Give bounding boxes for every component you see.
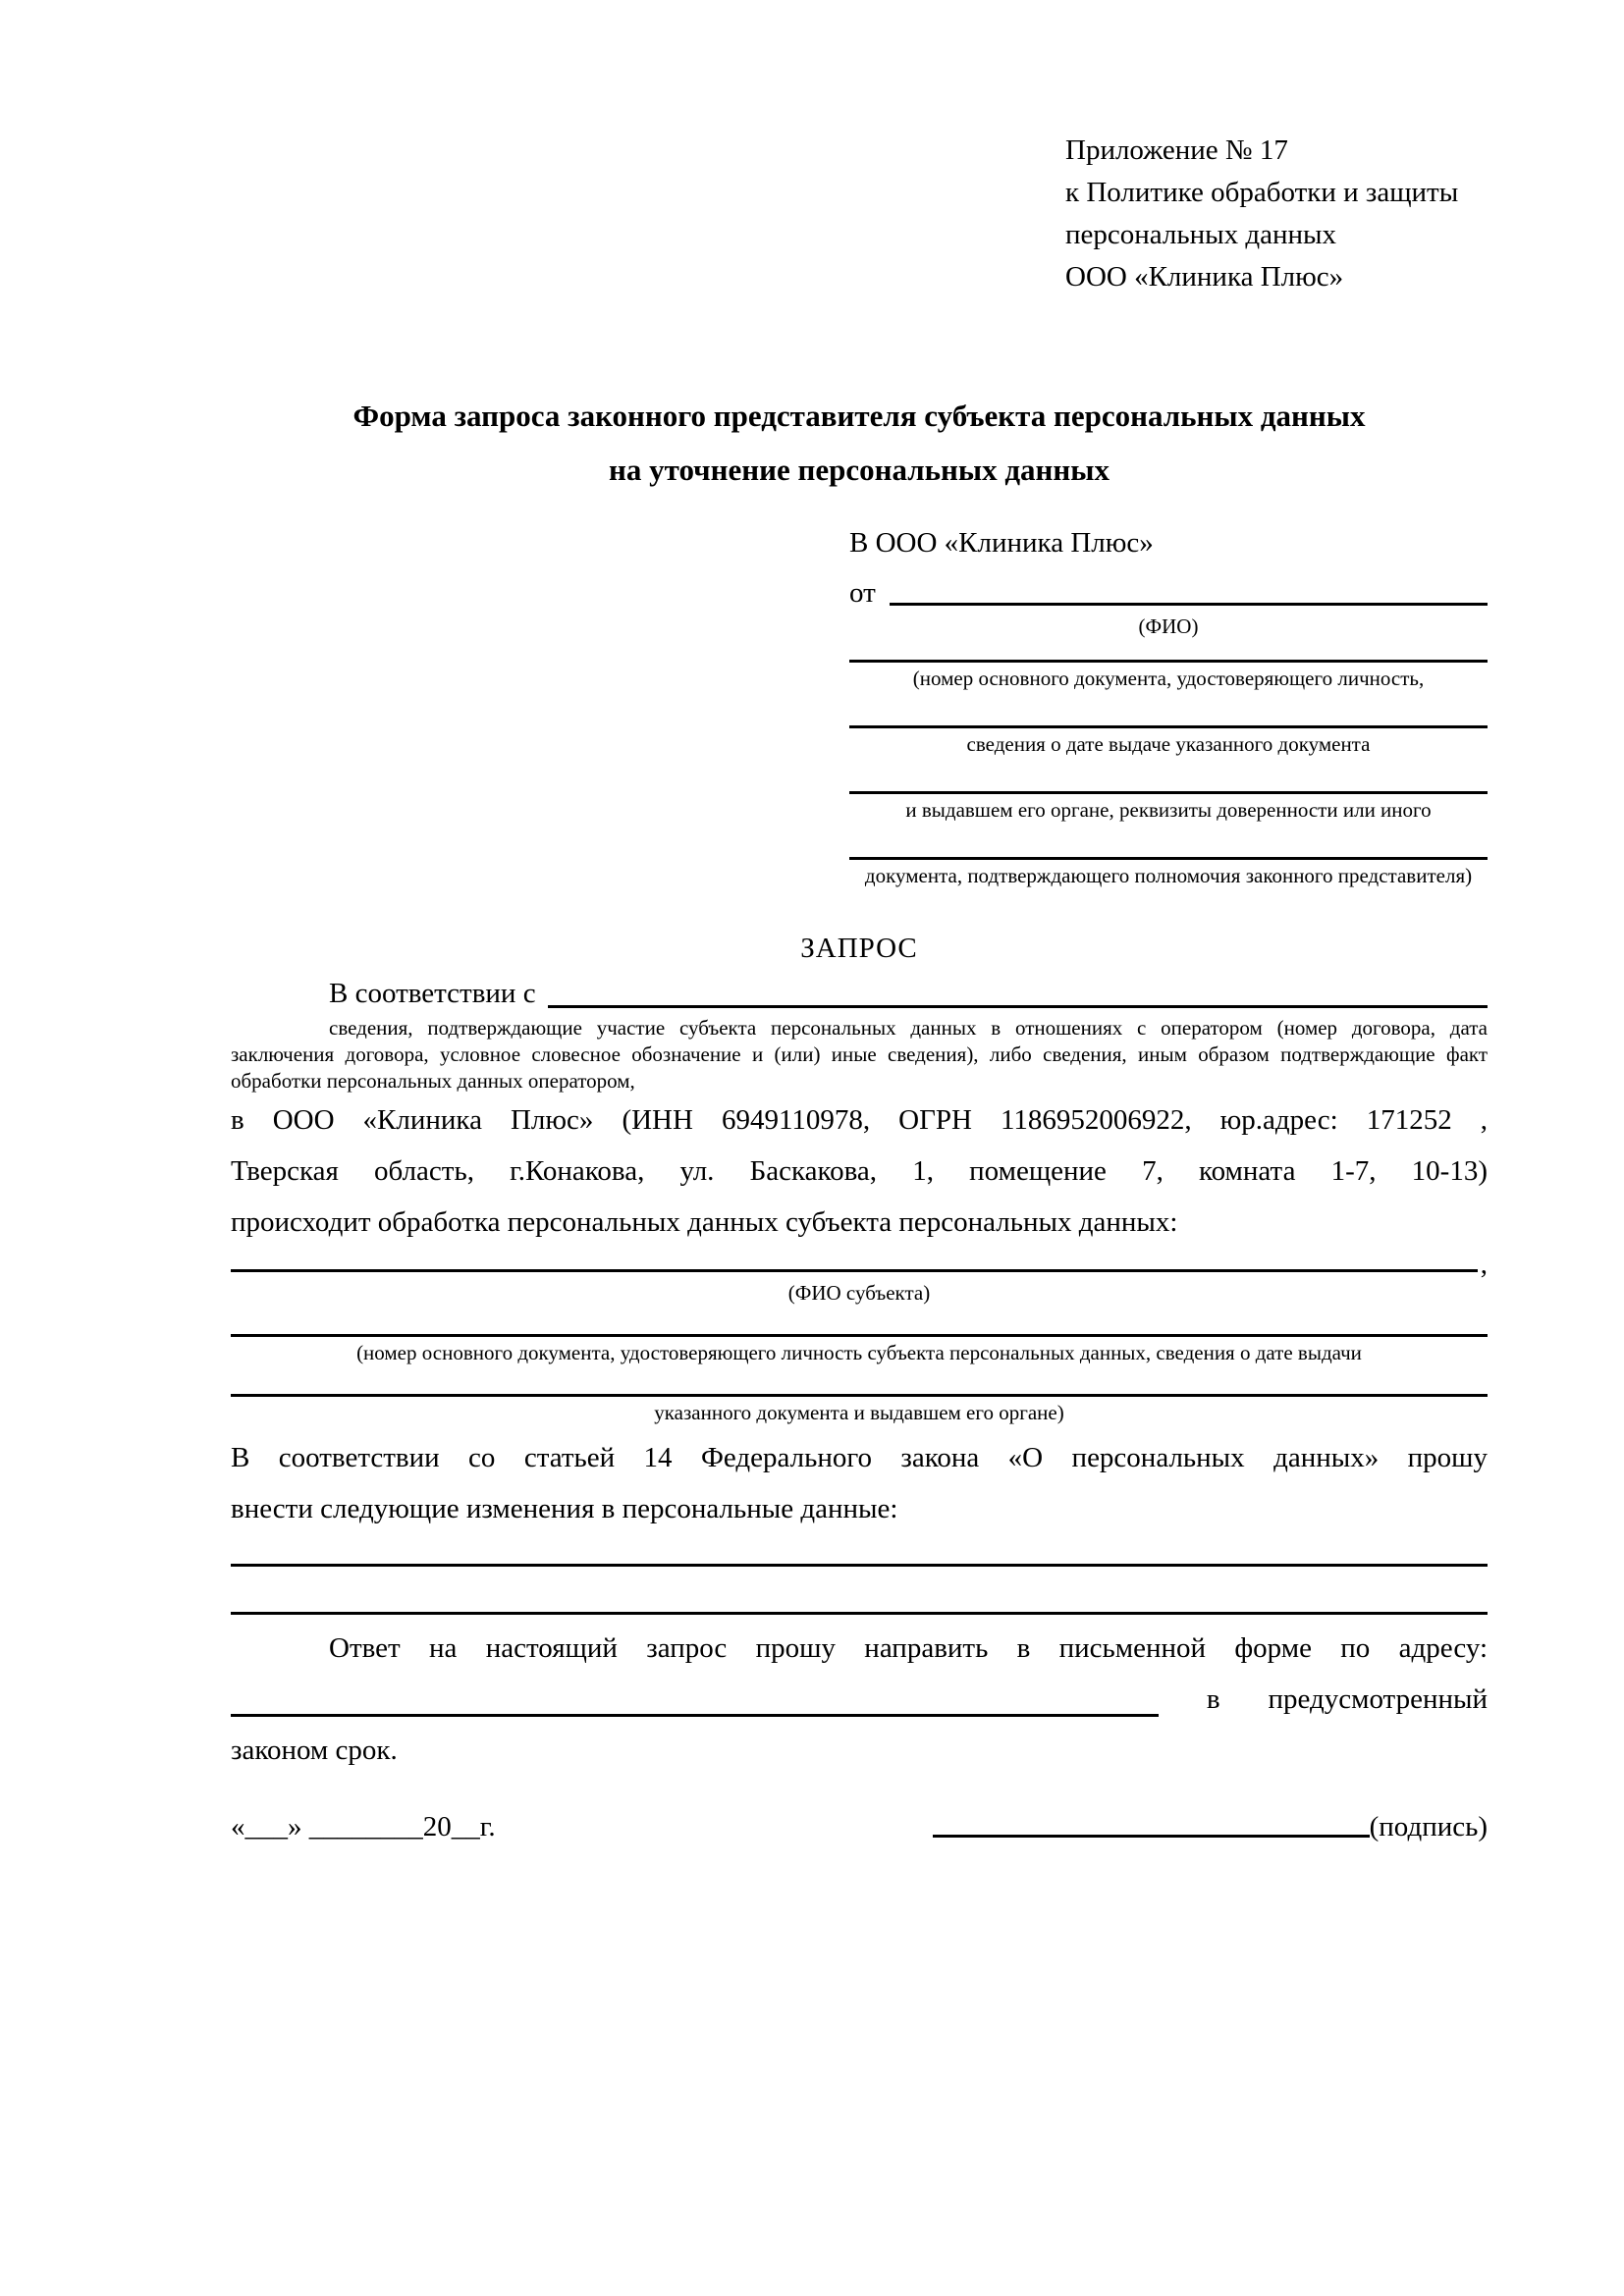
- request-heading: ЗАПРОС: [800, 933, 918, 964]
- from-label: от: [849, 577, 876, 609]
- signature-group: [933, 1811, 1488, 1843]
- trailing-comma: ,: [1480, 1249, 1488, 1280]
- accordance-label: В соответствии с: [329, 978, 536, 1009]
- date-line: «___» ________20__г.: [231, 1811, 496, 1842]
- document-content: [231, 0, 1488, 1843]
- doc-blank-line-3: [849, 791, 1488, 794]
- operator-line-2: Тверская область, г.Конакова, ул. Баскакова, 1, помещение 7, комната 1-7, 10-13): [231, 1155, 1488, 1187]
- fine-print-line-2: заключения договора, условное словесное обозначение и (или) иные сведения), либо сведения, иным образом подтверждающие факт: [231, 1042, 1488, 1066]
- signature-hint: (подпись): [1369, 1811, 1488, 1842]
- doc-hint-1: (номер основного документа, удостоверяющего личность,: [912, 667, 1425, 690]
- fine-print-note: [231, 1015, 1488, 1095]
- subject-doc-hint-2: указанного документа и выдавшем его органе): [654, 1401, 1064, 1424]
- operator-line-3: происходит обработка персональных данных субъекта персональных данных:: [231, 1206, 1178, 1238]
- doc-blank-line-4: [849, 857, 1488, 860]
- answer-paragraph: [231, 1623, 1488, 1776]
- doc-blank-line-1: [849, 660, 1488, 663]
- subject-doc-blank-line-1: [231, 1334, 1488, 1337]
- addressee-organization: В ООО «Клиника Плюс»: [849, 527, 1154, 559]
- doc-hint-4: документа, подтверждающего полномочия законного представителя): [864, 864, 1473, 887]
- appendix-policy-line: к Политике обработки и защиты: [1065, 177, 1459, 208]
- answer-line-1: Ответ на настоящий запрос прошу направить в письменной форме по адресу:: [329, 1632, 1488, 1664]
- fine-print-line-3: обработки персональных данных оператором,: [231, 1069, 635, 1093]
- law-line-1: В соответствии со статьей 14 Федерального закона «О персональных данных» прошу: [231, 1442, 1488, 1473]
- addressee-block: [849, 524, 1488, 889]
- doc-hint-2: сведения о дате выдаче указанного документа: [966, 732, 1371, 756]
- operator-line-1: в ООО «Клиника Плюс» (ИНН 6949110978, ОГРН 1186952006922, юр.адрес: 171252 ,: [231, 1104, 1488, 1136]
- subject-fio-blank-line: [231, 1269, 1478, 1272]
- title-line-1: Форма запроса законного представителя субъекта персональных данных: [352, 399, 1366, 433]
- appendix-policy-line-2: персональных данных: [1065, 219, 1337, 250]
- appendix-header: [1065, 130, 1488, 298]
- fio-blank-line: [890, 575, 1488, 606]
- subject-doc-blank-line-2: [231, 1394, 1488, 1397]
- subject-fio-hint: (ФИО субъекта): [787, 1281, 931, 1305]
- address-blank-line: [231, 1714, 1159, 1717]
- subject-fio-row: [231, 1249, 1488, 1280]
- operator-paragraph: [231, 1095, 1488, 1248]
- doc-hint-3: и выдавшем его органе, реквизиты доверенности или иного: [905, 798, 1432, 822]
- law-line-2: внести следующие изменения в персональные данные:: [231, 1493, 898, 1524]
- answer-word-predusmotrenny: предусмотренный: [1268, 1683, 1488, 1715]
- changes-blank-line-1: [231, 1564, 1488, 1567]
- date-signature-row: [231, 1811, 1488, 1843]
- doc-blank-line-2: [849, 725, 1488, 728]
- changes-blank-line-2: [231, 1612, 1488, 1615]
- answer-word-v: в: [1206, 1683, 1220, 1715]
- accordance-row: [231, 974, 1488, 1013]
- law-paragraph: [231, 1432, 1488, 1534]
- appendix-organization: ООО «Клиника Плюс»: [1065, 261, 1344, 293]
- answer-address-row: [231, 1674, 1488, 1725]
- appendix-number: Приложение № 17: [1065, 134, 1288, 166]
- fio-hint: (ФИО): [1138, 614, 1199, 638]
- from-row: [849, 575, 1488, 611]
- fine-print-line-1: сведения, подтверждающие участие субъекта персональных данных в отношениях с оператором (номер договора, дата: [329, 1016, 1488, 1040]
- accordance-blank-line: [548, 974, 1488, 1008]
- title-line-2: на уточнение персональных данных: [609, 453, 1110, 487]
- answer-line-3: законом срок.: [231, 1735, 398, 1766]
- signature-blank-line: [933, 1835, 1370, 1838]
- subject-doc-hint-1: (номер основного документа, удостоверяющего личность субъекта персональных данных, сведения о дате выдачи: [356, 1341, 1362, 1364]
- document-title: [231, 389, 1488, 497]
